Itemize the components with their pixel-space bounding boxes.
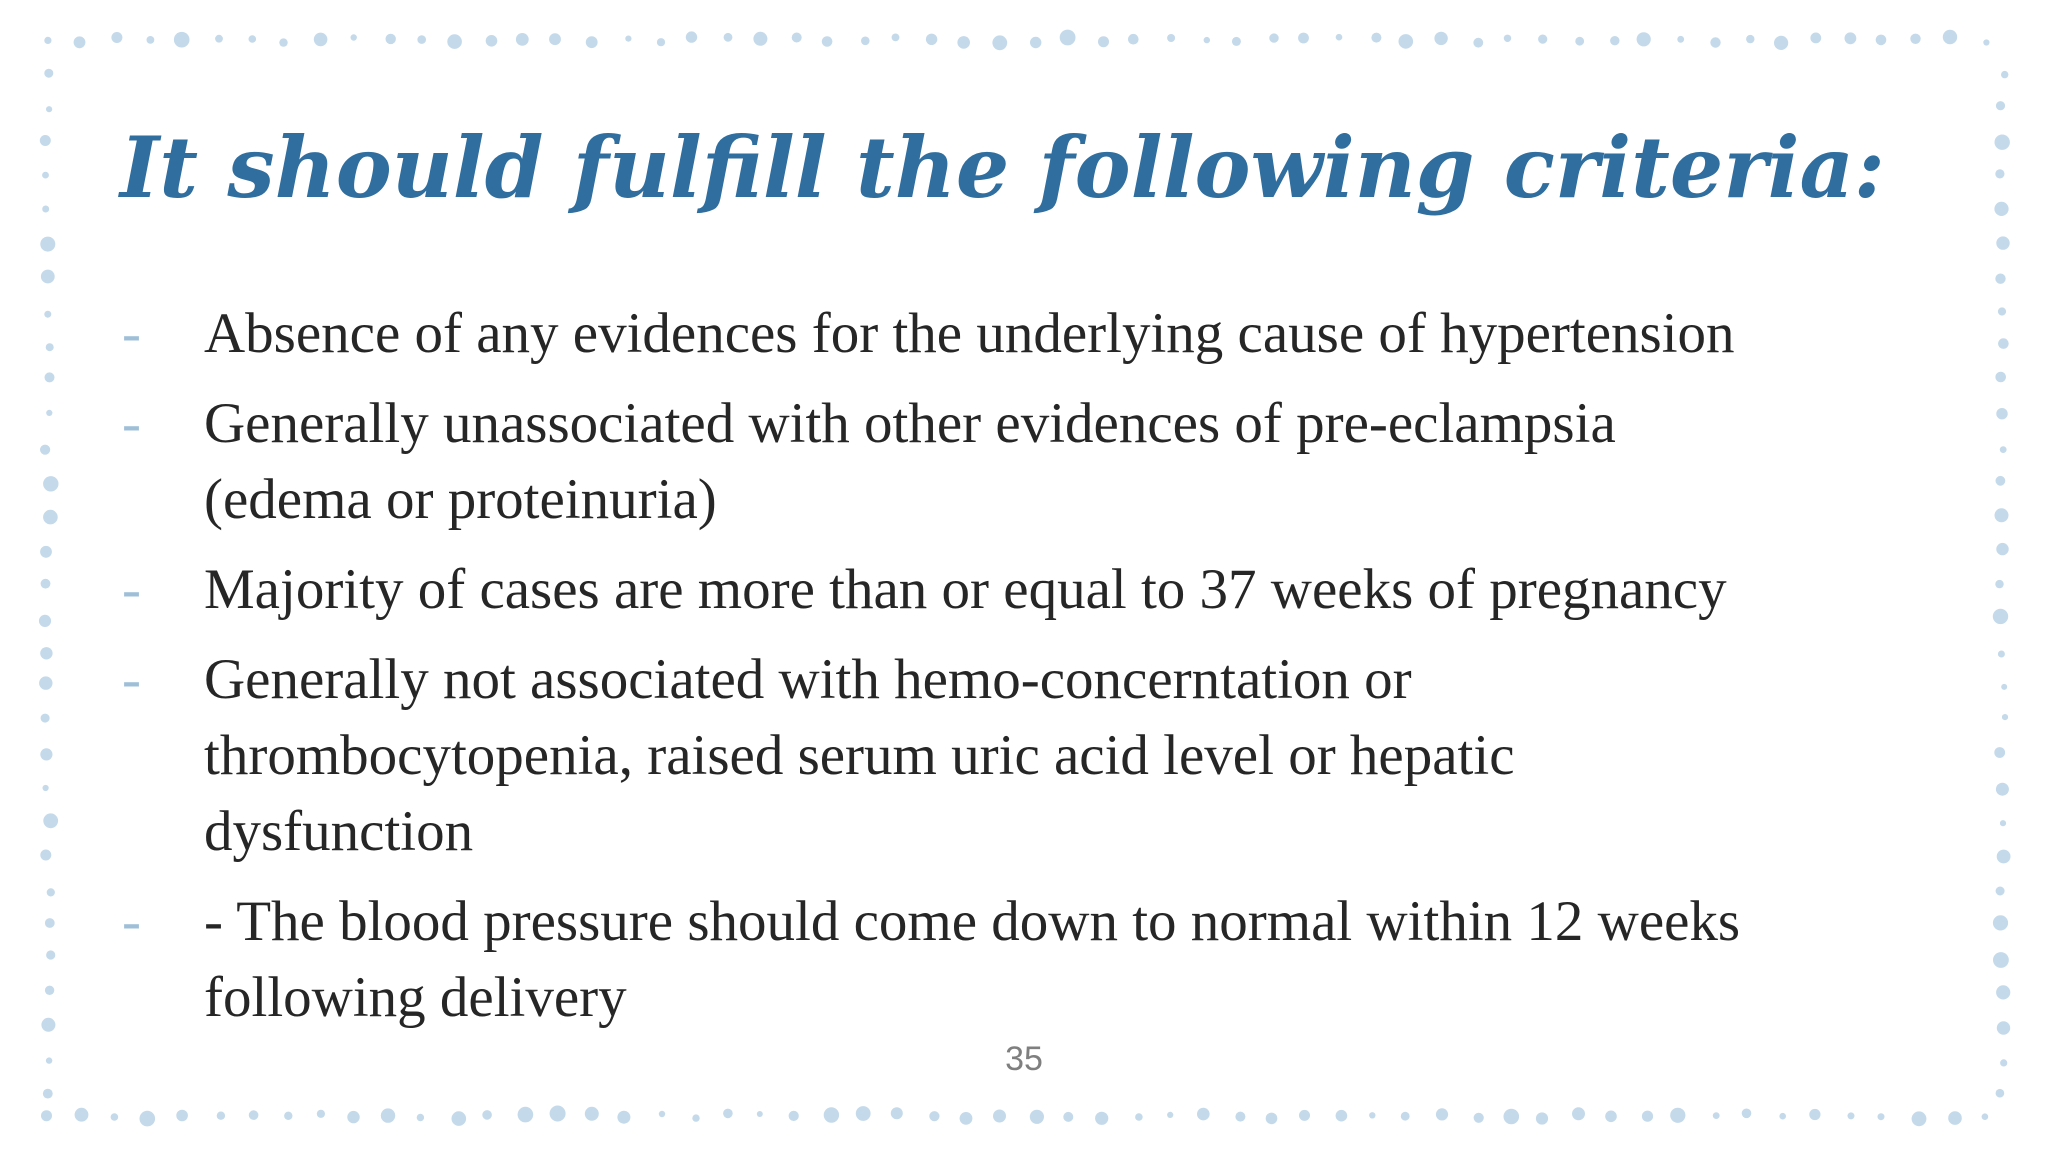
border-dot (417, 35, 426, 44)
border-dot (140, 1111, 156, 1127)
border-dot (1369, 1112, 1375, 1118)
border-dot (1982, 1113, 1989, 1120)
border-dot (1713, 1112, 1720, 1119)
border-dot (518, 1107, 534, 1123)
border-dot (1995, 372, 2006, 383)
border-dot (1948, 1111, 1962, 1125)
border-dot (40, 546, 52, 558)
bullet-text: Generally not associated with hemo-concerntation or thrombocytopenia, raised serum uric acid level or hepatic dysfunction (204, 648, 1515, 863)
bullet-marker: - (122, 392, 141, 455)
border-dot (447, 34, 462, 49)
border-dot (2002, 714, 2008, 720)
border-dot (1996, 783, 2009, 796)
border-dot (659, 1111, 665, 1117)
border-dot (43, 510, 58, 525)
border-dot (43, 785, 49, 791)
border-dot (1128, 34, 1139, 45)
border-dot (1197, 1108, 1210, 1121)
border-dot (723, 1109, 733, 1119)
border-dot (1371, 33, 1381, 43)
border-dot (111, 32, 122, 43)
border-dot (284, 1112, 292, 1120)
border-dot (1030, 1110, 1044, 1124)
border-dot (1993, 952, 2009, 968)
border-dot (822, 36, 833, 47)
border-dot (2001, 71, 2008, 78)
border-dot (1995, 274, 2005, 284)
border-dot (1995, 169, 2004, 178)
border-dot (351, 34, 357, 40)
border-dot (1098, 36, 1109, 47)
border-dot (757, 1111, 763, 1117)
border-dot (41, 714, 50, 723)
border-dot (2000, 820, 2006, 826)
border-dot (1943, 30, 1957, 44)
border-dot (42, 206, 49, 213)
bullet-text: Majority of cases are more than or equal to 37 weeks of pregnancy (204, 558, 1727, 621)
border-dot (43, 1089, 53, 1099)
slide-title: It should fulfill the following criteria: (120, 118, 1885, 217)
border-dot (215, 35, 223, 43)
border-dot (249, 1110, 259, 1120)
border-dot (1167, 1112, 1173, 1118)
border-dot (1983, 39, 1989, 45)
border-dot (1060, 30, 1076, 46)
border-dot (1998, 307, 2006, 315)
border-dot (1538, 35, 1547, 44)
border-dot (41, 270, 55, 284)
border-dot (1998, 651, 2005, 658)
border-dot (1910, 34, 1920, 44)
border-dot (1266, 1113, 1278, 1125)
border-dot (279, 38, 287, 46)
border-dot (1996, 236, 2009, 249)
border-dot (1677, 36, 1684, 43)
border-dot (1504, 35, 1511, 42)
border-dot (516, 33, 529, 46)
border-dot (74, 36, 86, 48)
border-dot (1299, 1110, 1310, 1121)
border-dot (1779, 1113, 1786, 1120)
border-dot (41, 1110, 52, 1121)
border-dot (347, 1111, 359, 1123)
border-dot (1995, 508, 2009, 522)
border-dot (174, 32, 190, 48)
bullet-item-2 (118, 386, 1918, 538)
border-dot (957, 36, 970, 49)
border-dot (44, 311, 51, 318)
border-dot (41, 1018, 55, 1032)
border-dot (1063, 1112, 1073, 1122)
border-dot (147, 36, 155, 44)
border-dot (2000, 446, 2007, 453)
border-dot (39, 615, 51, 627)
border-dot (40, 850, 51, 861)
border-dot (1809, 1109, 1820, 1120)
border-dot (45, 372, 55, 382)
border-dot (1135, 1113, 1143, 1121)
border-dot (486, 35, 498, 47)
border-dot (42, 172, 49, 179)
border-dot (1876, 35, 1887, 46)
border-dot (1670, 1108, 1685, 1123)
border-dot (111, 1113, 119, 1121)
border-dot (41, 579, 51, 589)
border-dot (44, 69, 53, 78)
page-number: 35 (1005, 1040, 1043, 1078)
border-dot (1235, 1112, 1245, 1122)
border-dot (75, 1108, 89, 1122)
border-dot (45, 986, 54, 995)
border-dot (1298, 33, 1309, 44)
border-dot (1996, 408, 2007, 419)
border-dot (1878, 1113, 1885, 1120)
border-dot (1994, 747, 2005, 758)
border-dot (1536, 1112, 1548, 1124)
border-dot (1810, 33, 1821, 44)
bullet-item-5 (118, 884, 1918, 1036)
border-dot (1474, 1113, 1484, 1123)
border-dot (657, 38, 665, 46)
border-dot (585, 1107, 599, 1121)
border-dot (1774, 36, 1788, 50)
border-dot (46, 950, 55, 959)
border-dot (1996, 985, 2010, 999)
border-dot (789, 1111, 799, 1121)
border-dot (1996, 543, 2008, 555)
border-dot (1504, 1109, 1520, 1125)
border-dot (1473, 38, 1483, 48)
border-dot (314, 33, 328, 47)
border-dot (1746, 35, 1754, 43)
border-dot (217, 1112, 225, 1120)
border-dot (1637, 32, 1651, 46)
border-dot (2001, 684, 2007, 690)
border-dot (992, 35, 1007, 50)
border-dot (1742, 1109, 1752, 1119)
bullet-marker: - (122, 890, 141, 953)
border-dot (46, 106, 52, 112)
border-dot (1269, 33, 1278, 42)
bullet-item-4 (118, 642, 1918, 870)
border-dot (549, 33, 561, 45)
border-dot (1998, 338, 2009, 349)
border-dot (892, 34, 900, 42)
border-dot (1610, 36, 1619, 45)
border-dot (993, 1110, 1006, 1123)
border-dot (46, 410, 52, 416)
border-dot (1995, 135, 2010, 150)
border-dot (40, 237, 55, 252)
border-dot (1997, 850, 2011, 864)
bullet-list (118, 296, 1918, 1050)
bullet-item-1 (118, 296, 1918, 372)
border-dot (1994, 202, 2008, 216)
border-dot (1167, 34, 1175, 42)
border-dot (1710, 37, 1720, 47)
border-dot (861, 37, 870, 46)
border-dot (1572, 1107, 1585, 1120)
border-dot (40, 748, 52, 760)
border-dot (249, 35, 257, 43)
border-dot (40, 647, 52, 659)
border-dot (1993, 915, 2008, 930)
border-dot (452, 1111, 467, 1126)
border-dot (1995, 580, 2003, 588)
bullet-marker: - (122, 302, 141, 365)
border-dot (381, 1108, 395, 1122)
border-dot (1336, 34, 1343, 41)
border-dot (792, 33, 802, 43)
bullet-text: - The blood pressure should come down to normal within 12 weeks following delivery (204, 890, 1741, 1029)
border-dot (1996, 887, 2005, 896)
border-dot (824, 1107, 839, 1122)
bullet-text: Absence of any evidences for the underlying cause of hypertension (204, 302, 1735, 365)
border-dot (1401, 1112, 1410, 1121)
bullet-marker: - (122, 648, 141, 711)
border-dot (39, 676, 52, 689)
border-dot (692, 1114, 699, 1121)
border-dot (1336, 1110, 1348, 1122)
border-dot (686, 31, 697, 42)
border-dot (1204, 37, 1210, 43)
border-dot (47, 888, 55, 896)
border-dot (46, 1057, 52, 1063)
border-dot (617, 1111, 630, 1124)
border-dot (386, 34, 396, 44)
border-dot (1434, 32, 1447, 45)
border-dot (1993, 609, 2008, 624)
border-dot (586, 36, 598, 48)
border-dot (891, 1107, 903, 1119)
border-dot (1912, 1111, 1927, 1126)
border-dot (40, 445, 50, 455)
border-dot (40, 135, 51, 146)
border-dot (1436, 1108, 1448, 1120)
border-dot (1642, 1111, 1653, 1122)
border-dot (1605, 1111, 1617, 1123)
border-dot (46, 343, 54, 351)
border-dot (1575, 37, 1584, 46)
bullet-marker: - (122, 558, 141, 621)
border-dot (625, 36, 631, 42)
border-dot (856, 1106, 871, 1121)
border-dot (176, 1110, 188, 1122)
border-dot (1095, 1112, 1108, 1125)
border-dot (753, 32, 767, 46)
border-dot (1232, 37, 1241, 46)
border-dot (1030, 37, 1041, 48)
border-dot (1399, 34, 1414, 49)
border-dot (1996, 476, 2006, 486)
border-dot (1997, 1021, 2010, 1034)
border-dot (44, 37, 51, 44)
border-dot (2000, 1059, 2007, 1066)
border-dot (929, 1111, 939, 1121)
border-dot (960, 1112, 973, 1125)
border-dot (45, 918, 55, 928)
border-dot (482, 1110, 492, 1120)
border-dot (43, 476, 58, 491)
border-dot (1996, 101, 2005, 110)
border-dot (1996, 1089, 2005, 1098)
bullet-text: Generally unassociated with other evidences of pre-eclampsia (edema or proteinuria) (204, 392, 1616, 531)
border-dot (550, 1106, 566, 1122)
border-dot (317, 1110, 325, 1118)
border-dot (1848, 1112, 1855, 1119)
border-dot (926, 34, 937, 45)
border-dot (724, 33, 733, 42)
bullet-item-3 (118, 552, 1918, 628)
border-dot (1845, 32, 1857, 44)
border-dot (43, 813, 58, 828)
border-dot (417, 1114, 424, 1121)
